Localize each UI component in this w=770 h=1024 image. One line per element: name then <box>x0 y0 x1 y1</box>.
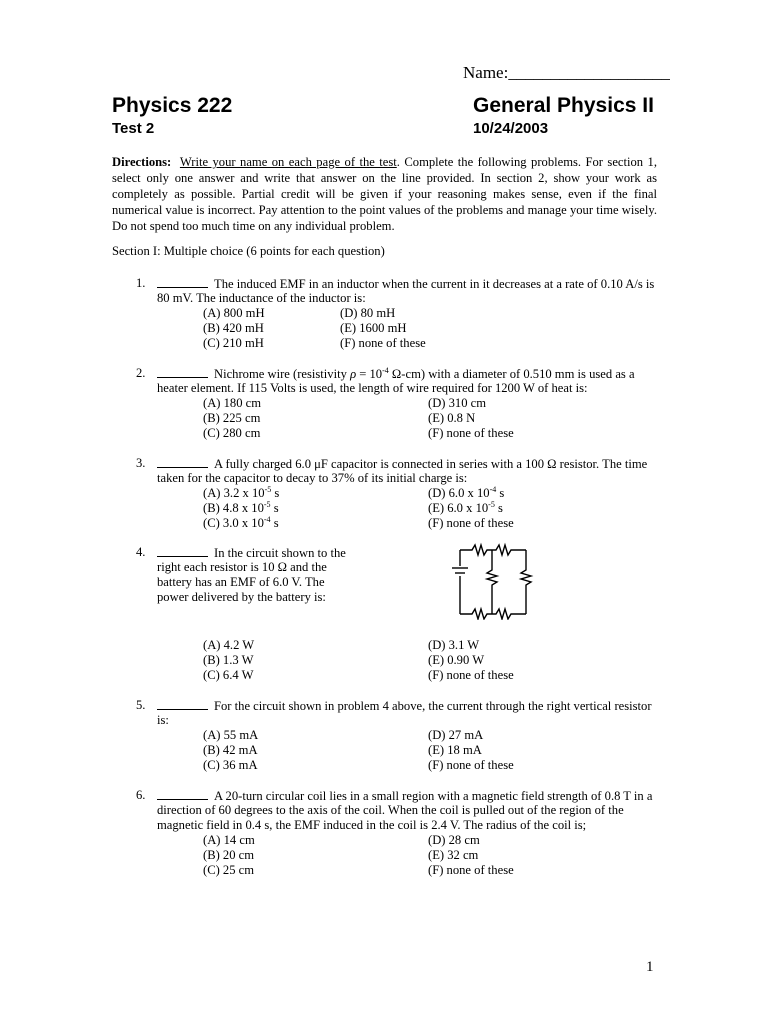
exponent: -4 <box>382 366 389 375</box>
question-text-line3: battery has an EMF of 6.0 V. The <box>157 575 325 589</box>
question-number: 5. <box>136 698 146 712</box>
unit: s <box>494 501 503 515</box>
question-number: 1. <box>136 276 146 290</box>
directions-underlined: Write your name on each page of the test <box>179 155 397 169</box>
option-text: (E) 6.0 x 10 <box>428 501 489 515</box>
directions-text: . Complete the following problems. For section 1, select only one answer and write that answer on the line provided. In section 2, show your work as completely as possible. Partial credit will be given if your reasoning makes sense, even if the final numerical value is incorrect. Pay attention to the point values of the problems and manage your time wisely. Do not spend too much time on any individual problem. <box>112 155 657 233</box>
directions-label: Directions: <box>112 155 172 169</box>
question-text-line1 <box>157 276 679 292</box>
exponent: -4 <box>263 515 271 524</box>
unit: s <box>270 501 279 515</box>
question-text-line1 <box>157 366 679 382</box>
question-text-line2: is: <box>157 713 169 727</box>
question-text: Nichrome wire (resistivity <box>214 367 351 381</box>
question-text-line1 <box>157 456 679 472</box>
test-date: 10/24/2003 <box>473 120 549 137</box>
question-text: For the circuit shown in problem 4 above, the current through the right vertical resistor <box>214 699 652 713</box>
option-b: (B) 420 mH <box>203 321 264 335</box>
option-e: (E) 0.8 N <box>428 411 476 425</box>
option-d: (D) 3.1 W <box>428 638 480 652</box>
question-6 <box>136 788 681 838</box>
option-d <box>428 486 504 501</box>
question-4 <box>136 545 436 615</box>
option-text: (C) 3.0 x 10 <box>203 516 264 530</box>
option-c: (C) 36 mA <box>203 758 258 772</box>
question-text-line2: direction of 60 degrees to the axis of the coil. When the coil is pulled out of the region of the <box>157 803 624 817</box>
option-text: (D) 6.0 x 10 <box>428 486 490 500</box>
question-text-line2: taken for the capacitor to decay to 37% of its initial charge is: <box>157 471 468 485</box>
option-f: (F) none of these <box>428 516 514 530</box>
answer-blank[interactable] <box>157 788 208 800</box>
option-a: (A) 180 cm <box>203 396 262 410</box>
option-e: (E) 32 cm <box>428 848 479 862</box>
option-b: (B) 1.3 W <box>203 653 254 667</box>
question-text-line1 <box>157 545 407 561</box>
option-c: (C) 6.4 W <box>203 668 254 682</box>
question-text-line2: 80 mV. The inductance of the inductor is: <box>157 291 366 305</box>
option-c: (C) 210 mH <box>203 336 264 350</box>
circuit-diagram <box>448 538 548 620</box>
unit: s <box>496 486 505 500</box>
option-f: (F) none of these <box>428 426 514 440</box>
option-f: (F) none of these <box>428 863 514 877</box>
unit: s <box>270 516 279 530</box>
question-text: The induced EMF in an inductor when the current in it decreases at a rate of 0.10 A/s is <box>214 277 655 291</box>
option-a: (A) 4.2 W <box>203 638 255 652</box>
question-text: A fully charged 6.0 μF capacitor is connected in series with a 100 Ω resistor. The time <box>214 457 648 471</box>
question-text-line2: heater element. If 115 Volts is used, the length of wire required for 1200 W of heat is: <box>157 381 588 395</box>
question-text: A 20-turn circular coil lies in a small region with a magnetic field strength of 0.8 T in a <box>214 789 653 803</box>
answer-blank[interactable] <box>157 698 208 710</box>
option-e: (E) 1600 mH <box>340 321 407 335</box>
middle-resistor <box>487 550 497 614</box>
course-title: General Physics II <box>473 94 654 117</box>
answer-blank[interactable] <box>157 456 208 468</box>
unit: s <box>271 486 280 500</box>
answer-blank[interactable] <box>157 366 208 378</box>
course-number: Physics 222 <box>112 94 233 117</box>
question-number: 3. <box>136 456 146 470</box>
question-text-line2: right each resistor is 10 Ω and the <box>157 560 327 574</box>
question-text: In the circuit shown to the <box>214 546 346 560</box>
exponent: -5 <box>488 500 495 509</box>
question-text-line1 <box>157 788 679 804</box>
question-text-line4: power delivered by the battery is: <box>157 590 326 604</box>
option-a <box>203 486 279 501</box>
question-text: = 10 <box>356 367 383 381</box>
answer-blank[interactable] <box>157 545 208 557</box>
option-e: (E) 0.90 W <box>428 653 485 667</box>
option-b: (B) 225 cm <box>203 411 261 425</box>
option-f: (F) none of these <box>428 758 514 772</box>
option-c: (C) 25 cm <box>203 863 255 877</box>
directions-paragraph <box>112 154 657 234</box>
question-text-line3: magnetic field in 0.4 s, the EMF induced in the coil is 2.4 V. The radius of the coil is; <box>157 818 587 832</box>
question-text: Ω-cm) with a diameter of 0.510 mm is used as a <box>388 367 635 381</box>
option-d: (D) 28 cm <box>428 833 480 847</box>
option-text: (A) 3.2 x 10 <box>203 486 265 500</box>
exponent: -4 <box>489 485 497 494</box>
option-e <box>428 501 503 516</box>
page-number: 1 <box>646 959 654 975</box>
section-heading: Section I: Multiple choice (6 points for each question) <box>112 244 385 258</box>
option-b: (B) 42 mA <box>203 743 258 757</box>
option-f: (F) none of these <box>340 336 426 350</box>
option-c <box>203 516 279 531</box>
exponent: -5 <box>264 485 272 494</box>
question-number: 4. <box>136 545 146 559</box>
option-d: (D) 310 cm <box>428 396 487 410</box>
option-a: (A) 55 mA <box>203 728 259 742</box>
right-resistor <box>521 550 531 614</box>
bottom-wire <box>460 609 526 619</box>
answer-blank[interactable] <box>157 276 208 288</box>
option-e: (E) 18 mA <box>428 743 482 757</box>
option-a: (A) 800 mH <box>203 306 265 320</box>
option-text: (B) 4.8 x 10 <box>203 501 264 515</box>
option-c: (C) 280 cm <box>203 426 261 440</box>
question-number: 6. <box>136 788 146 802</box>
option-d: (D) 27 mA <box>428 728 484 742</box>
option-d: (D) 80 mH <box>340 306 396 320</box>
question-number: 2. <box>136 366 146 380</box>
option-b: (B) 20 cm <box>203 848 255 862</box>
rho-symbol: ρ <box>350 367 357 381</box>
option-b <box>203 501 279 516</box>
option-a: (A) 14 cm <box>203 833 255 847</box>
top-wire <box>460 545 526 555</box>
question-text-line1 <box>157 698 679 714</box>
name-field-label: Name:___________________ <box>463 63 670 82</box>
test-label: Test 2 <box>112 120 155 137</box>
exponent: -5 <box>263 500 271 509</box>
option-f: (F) none of these <box>428 668 514 682</box>
